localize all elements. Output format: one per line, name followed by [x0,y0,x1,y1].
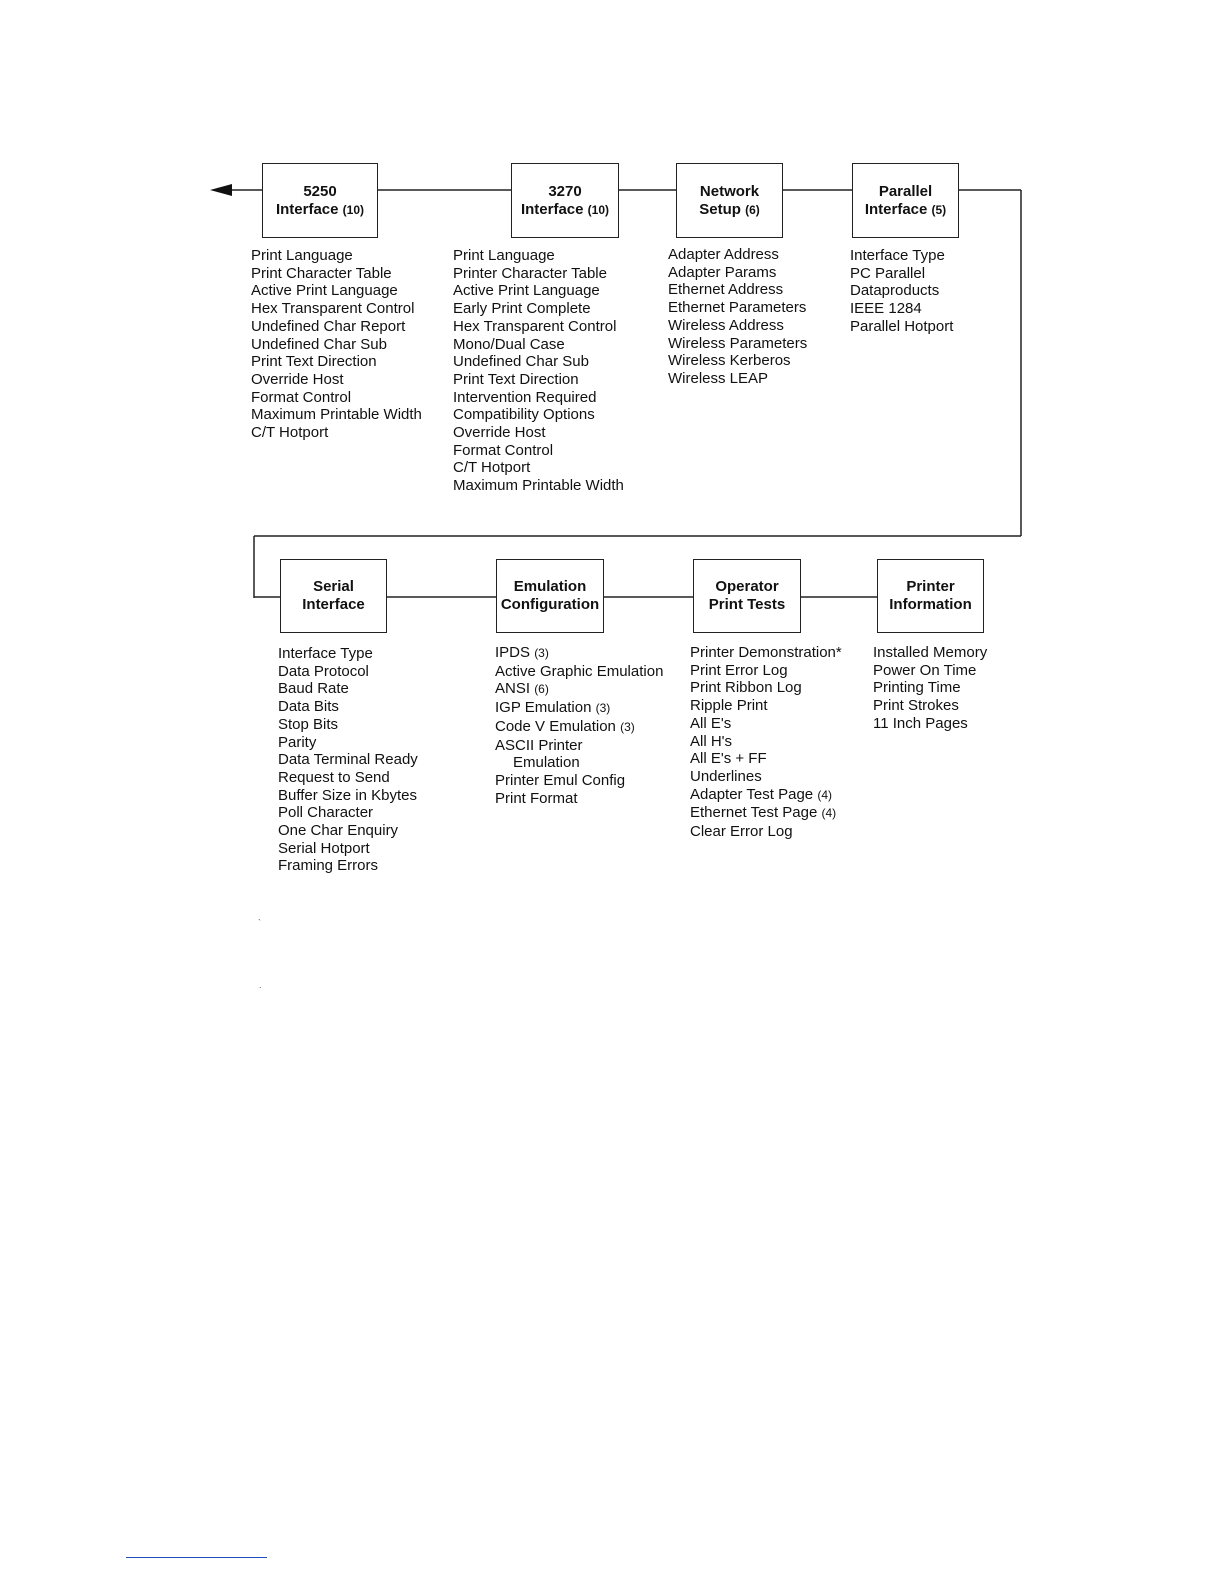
box-title: Operator [715,578,779,595]
menu-item: Undefined Char Sub [453,353,589,371]
menu-item: Poll Character [278,804,374,822]
menu-item: Adapter Address [668,246,779,263]
menu-item-label: Emulation [513,754,580,772]
menu-item: Dataproducts [850,282,940,300]
menu-item: Data Bits [278,698,339,716]
menu-item [495,699,663,718]
menu-item: Override Host [453,424,546,442]
menu-item: Override Host [251,370,344,388]
menu-item: Intervention Required [453,388,597,406]
menu-item [495,680,663,699]
menu-item: IEEE 1284 [850,300,922,318]
menu-item: One Char Enquiry [278,822,399,840]
menu-item: Adapter Params [668,263,777,281]
menu-item-label: All H's [690,732,733,750]
menu-item-label: Printer Demonstration* [690,644,842,661]
item-count: (10) [587,202,610,217]
list-printer-information [873,644,987,733]
menu-item [690,697,842,715]
menu-item: Format Control [251,388,352,406]
menu-item: Parity [278,733,317,751]
menu-item: Hex Transparent Control [251,300,415,318]
menu-item-label: IGP Emulation [495,699,592,717]
menu-box-5250-interface[interactable] [262,163,378,238]
list-serial-interface [278,645,418,875]
menu-item: Ethernet Address [668,281,784,299]
menu-item: Printing Time [873,679,961,697]
menu-item-label: Code V Emulation [495,717,616,735]
menu-item: Stop Bits [278,715,339,733]
box-subtitle: Interface [520,200,584,218]
menu-item [495,790,663,808]
menu-item-label: Adapter Test Page [690,785,814,803]
menu-item [495,737,663,755]
box-subtitle: Setup [699,200,741,218]
menu-item: Ethernet Parameters [668,299,807,317]
menu-item: Framing Errors [278,857,379,875]
menu-box-parallel-interface[interactable] [852,163,959,238]
menu-item: Undefined Char Sub [251,335,387,353]
box-subtitle: Interface [864,200,928,218]
menu-item-label: Ethernet Test Page [690,804,818,822]
menu-item [690,733,842,751]
menu-item: Print Text Direction [251,353,377,371]
menu-item: Parallel Hotport [850,317,954,335]
menu-item-label: All E's + FF [690,750,767,768]
menu-item-label: Clear Error Log [690,823,793,841]
menu-item [690,786,842,805]
stray-mark: . [259,980,262,990]
menu-item: Maximum Printable Width [453,477,624,495]
menu-item-label: Printer Emul Config [495,771,626,789]
box-subtitle: Interface [275,200,339,218]
menu-item: C/T Hotport [251,424,329,442]
menu-item: Wireless Kerberos [668,352,791,370]
box-title: Serial [313,578,354,595]
menu-item [690,679,842,697]
box-subtitle: Configuration [500,596,600,613]
box-subtitle: Information [889,596,972,613]
menu-item: Print Language [251,247,353,264]
menu-item: Print Language [453,247,555,264]
stray-mark: ` [258,918,261,928]
menu-item [495,644,663,663]
menu-item: C/T Hotport [453,459,531,477]
menu-item-label: ASCII Printer [495,736,583,754]
menu-item-label: Underlines [690,767,762,785]
menu-item-label: Ripple Print [690,697,768,715]
menu-item: Baud Rate [278,680,349,698]
item-count: (10) [342,202,365,217]
menu-item [495,772,663,790]
item-count: (3) [620,719,635,734]
menu-item: Wireless LEAP [668,369,769,387]
menu-item [690,750,842,768]
menu-item: Printer Character Table [453,264,607,282]
menu-item: Active Print Language [251,282,398,300]
footer-rule [126,1557,267,1558]
menu-item: Buffer Size in Kbytes [278,786,417,804]
item-count: (6) [534,682,549,697]
menu-item: Print Strokes [873,697,959,715]
menu-item: Wireless Address [668,316,784,334]
list-operator-print-tests [690,644,842,841]
menu-item: Data Protocol [278,662,369,680]
menu-box-serial-interface[interactable] [280,559,387,633]
menu-item: Active Print Language [453,282,600,300]
menu-item: Print Text Direction [453,370,579,388]
menu-item: Installed Memory [873,644,988,661]
menu-item [690,662,842,680]
menu-item [690,768,842,786]
item-count: (6) [745,202,760,217]
menu-box-3270-interface[interactable] [511,163,619,238]
menu-item-label: Print Format [495,789,578,807]
item-count: (5) [931,202,947,217]
menu-item: Serial Hotport [278,839,370,857]
item-count: (4) [817,787,832,802]
menu-item: Maximum Printable Width [251,406,422,424]
menu-item-label: ANSI [495,680,531,698]
menu-item: Print Character Table [251,264,392,282]
menu-item [690,823,842,841]
menu-item [690,804,842,823]
back-arrow-icon [210,184,232,196]
menu-item [690,715,842,733]
menu-item: Format Control [453,441,554,459]
menu-item: Mono/Dual Case [453,335,565,353]
menu-item-label: Print Ribbon Log [690,679,802,697]
item-count: (3) [595,701,611,716]
menu-box-network-setup[interactable] [676,163,783,238]
menu-box-operator-print-tests[interactable] [693,559,801,633]
menu-item-label: Print Error Log [690,661,788,679]
menu-box-emulation-configuration[interactable] [496,559,604,633]
menu-item: 11 Inch Pages [873,714,968,732]
menu-item: Compatibility Options [453,406,595,424]
menu-item [690,644,842,662]
box-subtitle: Print Tests [708,596,786,613]
menu-item-label: IPDS [495,644,531,661]
menu-item: Power On Time [873,661,977,679]
list-parallel-interface [850,247,953,336]
box-title: Emulation [513,578,587,595]
menu-item: Wireless Parameters [668,334,808,352]
box-title: Network [699,182,760,200]
list-5250-interface [251,247,422,442]
menu-item: Interface Type [850,247,945,264]
list-network-setup [668,246,807,388]
item-count: (4) [821,806,837,821]
menu-item: Hex Transparent Control [453,317,617,335]
box-title: 3270 [548,182,582,200]
menu-item: Request to Send [278,768,390,786]
menu-item: PC Parallel [850,264,926,282]
menu-item: Early Print Complete [453,300,591,318]
menu-item: Interface Type [278,645,373,662]
box-title: Printer [906,578,955,595]
menu-box-printer-information[interactable] [877,559,984,633]
list-emulation-configuration [495,644,663,807]
box-subtitle: Interface [302,596,365,613]
box-title: 5250 [303,182,337,200]
menu-item: Data Terminal Ready [278,751,418,769]
menu-item: Undefined Char Report [251,317,406,335]
list-3270-interface [453,247,624,495]
menu-item [495,663,663,681]
menu-item-label: Active Graphic Emulation [495,662,664,680]
menu-item [495,718,663,737]
item-count: (3) [534,646,549,660]
menu-item [495,754,663,772]
box-title: Parallel [878,182,933,200]
menu-item-label: All E's [690,714,732,732]
